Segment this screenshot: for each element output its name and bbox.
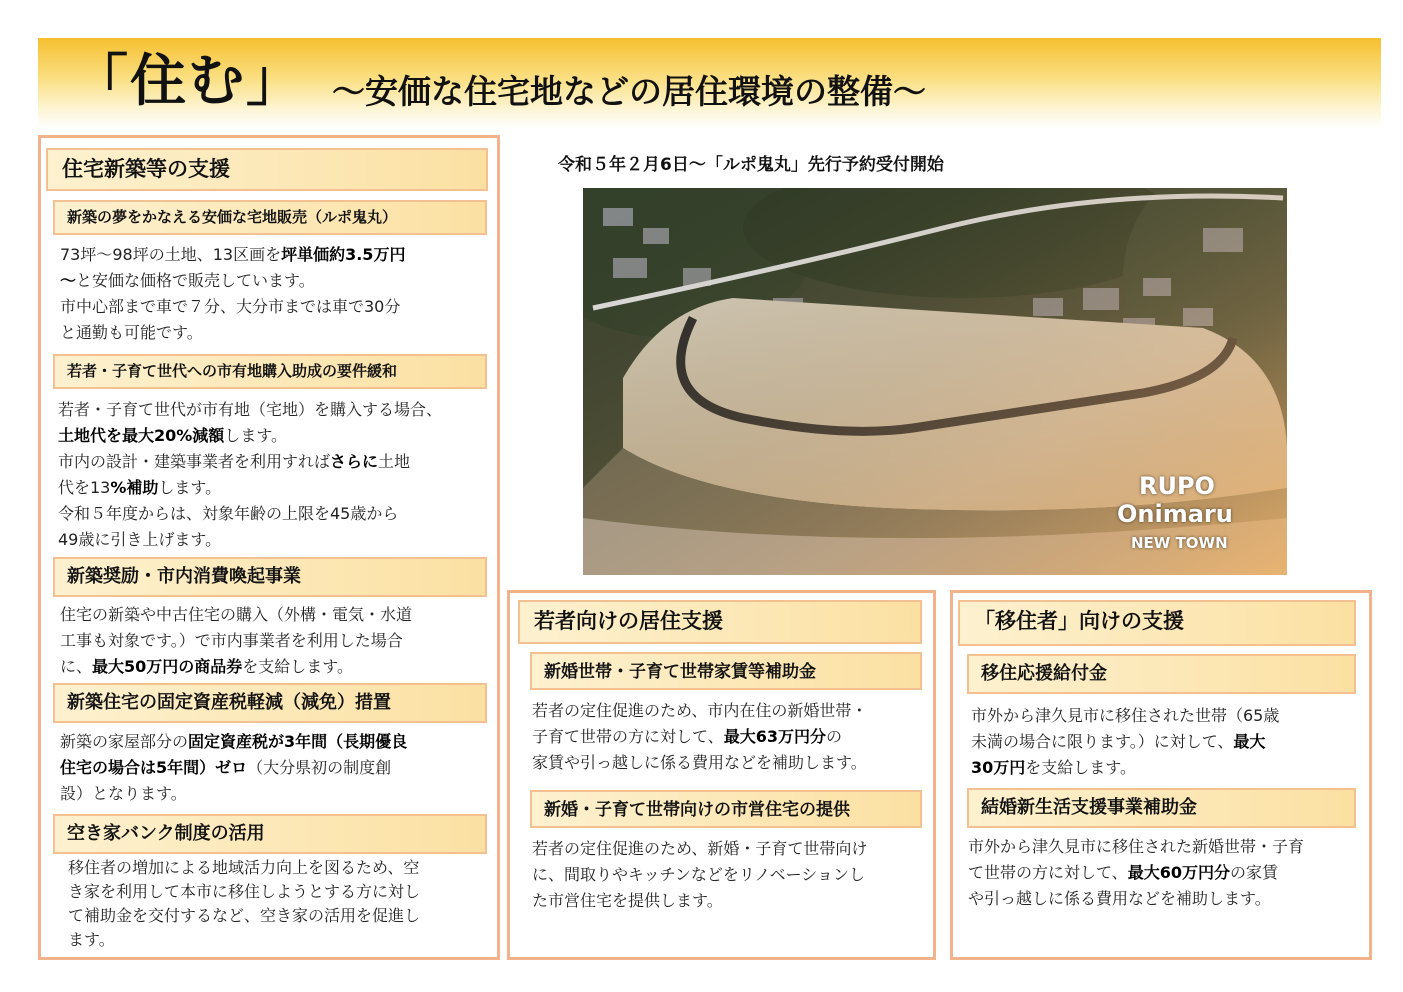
- section-body-relocation-grant: [971, 703, 1279, 781]
- body-line: [532, 698, 867, 724]
- emphasis-text: さらに: [330, 452, 379, 471]
- section-body-land-subsidy: [58, 397, 442, 553]
- body-text: き家を利用して本市に移住しようとする方に対し: [68, 882, 421, 901]
- photo-caption: 令和５年２月6日～「ルポ鬼丸」先行予約受付開始: [558, 155, 944, 175]
- emphasis-text: 土地代を最大20%減額: [58, 426, 225, 445]
- body-line: [58, 475, 442, 501]
- body-text: 未満の場合に限ります。）に対して、: [971, 732, 1234, 751]
- body-line: [60, 268, 405, 294]
- emphasis-text: 固定資産税が3年間（長期優良: [188, 732, 408, 751]
- body-line: [68, 904, 420, 928]
- section-title-vacant-house-bank: 空き家バンク制度の活用: [53, 814, 487, 854]
- body-line: [60, 242, 405, 268]
- body-text: を支給します。: [242, 657, 354, 676]
- body-text: 新築の家屋部分の: [60, 732, 189, 751]
- body-text: の家賃: [1229, 863, 1278, 882]
- body-line: [968, 834, 1304, 860]
- body-text: 令和５年度からは、対象年齢の上限を45歳から: [58, 504, 399, 523]
- body-text: 家賃や引っ越しに係る費用などを補助します。: [532, 753, 867, 772]
- emphasis-text: 住宅の場合は5年間）ゼロ: [60, 758, 248, 777]
- body-text: （大分県初の制度創: [247, 758, 392, 777]
- section-body-new-build-incentive: [60, 602, 412, 680]
- middle-panel-heading: 若者向けの居住支援: [518, 600, 922, 644]
- body-text: 土地: [378, 452, 411, 471]
- body-line: [60, 755, 407, 781]
- emphasis-text: 最大50万円の商品券: [92, 657, 243, 676]
- body-line: [532, 836, 867, 862]
- body-text: て世帯の方に対して、: [968, 863, 1128, 882]
- body-line: [68, 928, 420, 952]
- body-line: [60, 781, 407, 807]
- body-line: [58, 397, 442, 423]
- page-title: 「住む」: [72, 49, 304, 114]
- emphasis-text: 30万円: [971, 758, 1026, 777]
- section-title-relocation-grant: 移住応援給付金: [967, 654, 1356, 694]
- body-line: [60, 320, 405, 346]
- body-text: します。: [158, 478, 222, 497]
- body-text: 住宅の新築や中古住宅の購入（外構・電気・水道: [60, 605, 413, 624]
- body-line: [68, 856, 420, 880]
- photo-label-rupo: RUPO: [1139, 472, 1215, 500]
- body-line: [58, 501, 442, 527]
- section-title-rent-subsidy: 新婚世帯・子育て世帯家賃等補助金: [530, 652, 922, 690]
- page-subtitle: ～安価な住宅地などの居住環境の整備～: [332, 72, 926, 111]
- body-line: [60, 628, 412, 654]
- section-title-lot-sale: 新築の夢をかなえる安価な宅地販売（ルポ鬼丸）: [53, 200, 487, 235]
- body-line: [532, 888, 867, 914]
- body-line: [968, 860, 1304, 886]
- body-text: 市外から津久見市に移住された世帯（65歳: [971, 706, 1280, 725]
- body-text: た市営住宅を提供します。: [532, 891, 723, 910]
- body-text: と通勤も可能です。: [60, 323, 203, 342]
- body-line: [60, 294, 405, 320]
- body-line: [60, 654, 412, 680]
- emphasis-text: %補助: [110, 478, 159, 497]
- section-title-public-housing: 新婚・子育て世帯向けの市営住宅の提供: [530, 790, 922, 828]
- body-text: 市内の設計・建築事業者を利用すれば: [58, 452, 331, 471]
- body-text: 73坪～98坪の土地、13区画を: [60, 245, 282, 264]
- body-text: 若者・子育て世代が市有地（宅地）を購入する場合、: [58, 400, 443, 419]
- body-line: [971, 729, 1279, 755]
- body-text: 代を13: [58, 478, 111, 497]
- body-text: 工事も対象です。）で市内事業者を利用した場合: [60, 631, 403, 650]
- body-text: て補助金を交付するなど、空き家の活用を促進し: [68, 906, 421, 925]
- section-title-land-subsidy: 若者・子育て世代への市有地購入助成の要件緩和: [53, 354, 487, 389]
- emphasis-text: ～: [60, 271, 77, 290]
- body-text: 49歳に引き上げます。: [58, 530, 222, 549]
- body-text: 移住者の増加による地域活力向上を図るため、空: [68, 858, 420, 877]
- section-body-rent-subsidy: [532, 698, 867, 776]
- emphasis-text: 最大60万円分: [1127, 863, 1230, 882]
- body-text: 市中心部まで車で７分、大分市までは車で30分: [60, 297, 401, 316]
- section-title-marriage-subsidy: 結婚新生活支援事業補助金: [967, 788, 1356, 828]
- body-text: 子育て世帯の方に対して、: [532, 727, 724, 746]
- body-text: 若者の定住促進のため、新婚・子育て世帯向け: [532, 839, 868, 858]
- emphasis-text: 最大: [1233, 732, 1266, 751]
- right-panel-heading: 「移住者」向けの支援: [958, 600, 1356, 646]
- body-text: や引っ越しに係る費用などを補助します。: [968, 889, 1271, 908]
- body-text: に、間取りやキッチンなどをリノベーションし: [532, 865, 865, 884]
- body-line: [58, 449, 442, 475]
- aerial-photo: [583, 188, 1287, 575]
- emphasis-text: 最大63万円分: [723, 727, 826, 746]
- body-line: [532, 750, 867, 776]
- body-line: [968, 886, 1304, 912]
- body-text: します。: [224, 426, 288, 445]
- section-body-lot-sale: [60, 242, 405, 346]
- section-body-vacant-house-bank: [68, 856, 420, 952]
- body-line: [58, 423, 442, 449]
- body-line: [532, 862, 867, 888]
- section-title-new-build-incentive: 新築奨励・市内消費喚起事業: [53, 557, 487, 597]
- body-text: に、: [60, 657, 93, 676]
- section-body-tax-relief: [60, 729, 407, 807]
- body-line: [971, 755, 1279, 781]
- body-line: [60, 729, 407, 755]
- section-title-tax-relief: 新築住宅の固定資産税軽減（減免）措置: [53, 683, 487, 723]
- body-line: [68, 880, 420, 904]
- emphasis-text: 坪単価約3.5万円: [281, 245, 406, 264]
- body-text: 若者の定住促進のため、市内在住の新婚世帯・: [532, 701, 868, 720]
- photo-label-new-town: NEW TOWN: [1131, 534, 1228, 552]
- section-body-public-housing: [532, 836, 867, 914]
- body-line: [971, 703, 1279, 729]
- body-text: ます。: [68, 930, 115, 949]
- body-text: 市外から津久見市に移住された新婚世帯・子育: [968, 837, 1305, 856]
- photo-label-onimaru: Onimaru: [1117, 500, 1233, 528]
- body-line: [60, 602, 412, 628]
- body-line: [532, 724, 867, 750]
- section-body-marriage-subsidy: [968, 834, 1304, 912]
- body-text: と安価な価格で販売しています。: [76, 271, 315, 290]
- body-text: 設）となります。: [60, 784, 187, 803]
- body-text: を支給します。: [1025, 758, 1137, 777]
- body-line: [58, 527, 442, 553]
- left-panel-heading: 住宅新築等の支援: [46, 148, 488, 191]
- body-text: の: [825, 727, 842, 746]
